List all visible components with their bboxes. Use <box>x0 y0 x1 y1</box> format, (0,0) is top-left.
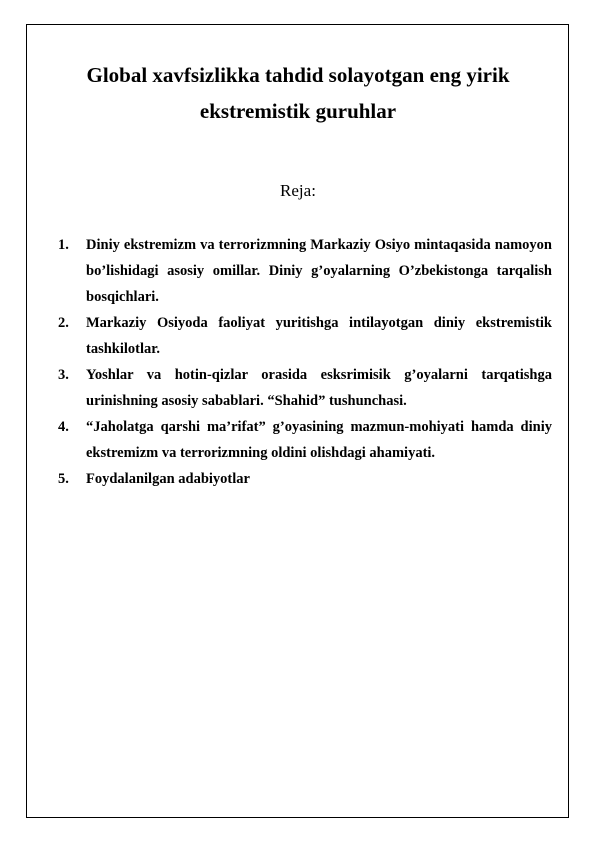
plan-item-number: 2. <box>58 315 69 331</box>
plan-list <box>56 232 552 492</box>
plan-item-number: 5. <box>58 471 69 487</box>
plan-item-5 <box>56 466 552 492</box>
document-title: Global xavfsizlikka tahdid solayotgan eng yirik ekstremistik guruhlar <box>86 63 510 123</box>
plan-item-text: Yoshlar va hotin-qizlar orasida esksrimisik g’oyalarni tarqatishga urinishning asosiy sabablari. “Shahid” tushunchasi. <box>86 367 552 409</box>
plan-item-3 <box>56 362 552 414</box>
plan-heading: Reja: <box>280 181 316 200</box>
plan-item-text: Markaziy Osiyoda faoliyat yuritishga intilayotgan diniy ekstremistik tashkilotlar. <box>86 315 552 357</box>
plan-item-text: Foydalanilgan adabiyotlar <box>86 471 250 487</box>
plan-item-number: 4. <box>58 419 69 435</box>
plan-item-number: 1. <box>58 237 69 253</box>
plan-item-4 <box>56 414 552 466</box>
plan-item-number: 3. <box>58 367 69 383</box>
plan-item-2 <box>56 310 552 362</box>
plan-item-text: “Jaholatga qarshi ma’rifat” g’oyasining mazmun-mohiyati hamda diniy ekstremizm va terrorizmning oldini olishdagi ahamiyati. <box>86 419 552 461</box>
plan-item-1 <box>56 232 552 310</box>
plan-item-text: Diniy ekstremizm va terrorizmning Markaziy Osiyo mintaqasida namoyon bo’lishidagi asosiy omillar. Diniy g’oyalarning O’zbekistonga tarqalish bosqichlari. <box>86 237 552 305</box>
